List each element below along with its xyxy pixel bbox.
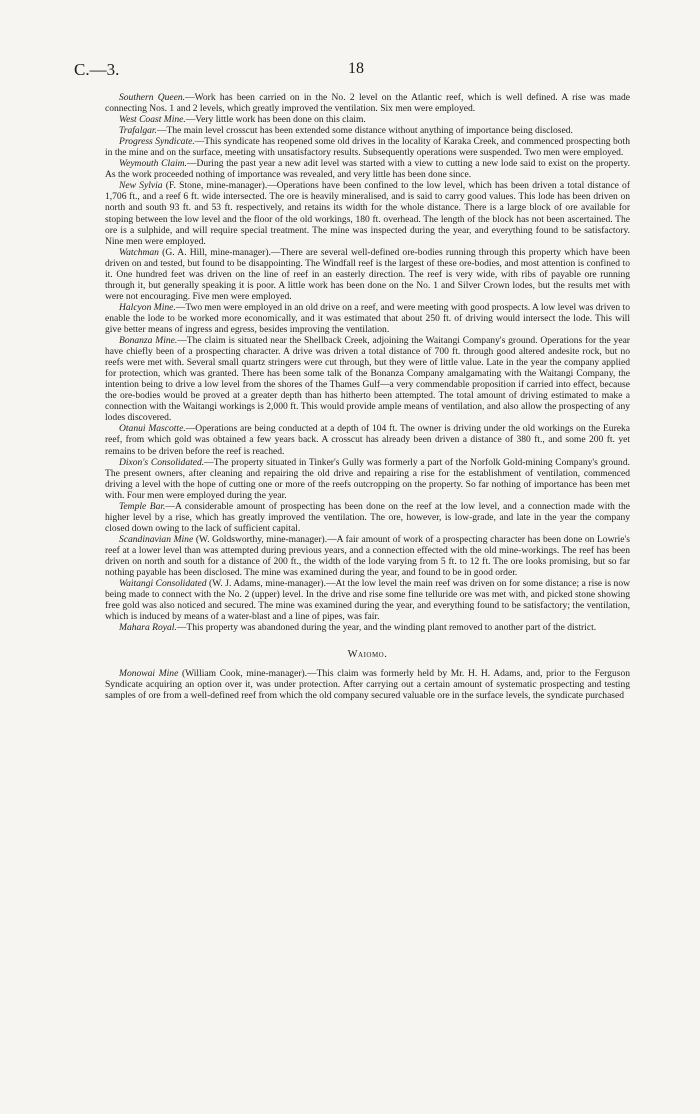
page-number: 18 bbox=[348, 60, 364, 77]
paragraph-text: This syndicate has reopened some old drives in the locality of Karaka Creek, and commenced prospecting both in the mine and on the surface, meeting with unsatisfactory results. Subsequently operations were suspended. Two men were employed. bbox=[105, 136, 630, 159]
paragraph-bonanza: Bonanza Mine.—The claim is situated near the Shellback Creek, adjoining the Waitangi Company's ground. Operations for the year have chiefly been of a prospecting character. A drive was driven a total distance of 700 ft. through good altered andesite rock, but no reefs were met with. Several small quartz stringers were cut through, but they were of little value. Late in the year the company applied for protection, which was granted. There has been some talk of the Bonanza Company amalgamating with the Waitangi Company, the intention being to drive a low level from the shores of the Thames Gulf—a very commendable proposition if carried into effect, because the ore-bodies would be proved at a greater depth than has hitherto been attempted. The total amount of driving estimated to make a connection with the Waitangi workings is 2,000 ft. This would provide ample means of ventilation, and also allow the prospecting of any lodes discovered. bbox=[105, 335, 630, 424]
report-body bbox=[105, 92, 630, 701]
paragraph-text: (F. Stone, mine-manager).—Operations have been confined to the low level, which has been driven a total distance of 1,706 ft., and a reef 6 ft. wide intersected. The ore is heavily mineralised, and is said to carry good values. This lode has been driven on north and south 93 ft. and 53 ft. respectively, and retains its width for the whole distance. There is a large block of ore available for stoping between the low level and the floor of the old workings, 180 ft. overhead. The length of the block has not been ascertained. The ore is a sulphide, and will require special treatment. The mine was inspected during the year, and everything found to be satisfactory. Nine men were employed. bbox=[105, 180, 630, 247]
paragraph-monowai bbox=[105, 668, 630, 701]
mine-name: Halcyon Mine. bbox=[119, 301, 176, 313]
mine-name: West Coast Mine. bbox=[119, 114, 186, 126]
paragraph-text: A considerable amount of prospecting has been done on the reef at the low level, and a connection made with the higher level by a rise, which has greatly improved the ventilation. The ore, however, is low-grade, and late in the year the company closed down owing to the lack of sufficient capital. bbox=[105, 500, 630, 534]
paragraph-text: Two men were employed in an old drive on a reef, and were meeting with good prospects. A low level was driven to enable the lode to be worked more economically, and it was estimated that about 250 ft. of driving would intersect the lode. This will give better means of ingress and egress, besides improving the ventilation. bbox=[105, 301, 631, 335]
paragraph-text: The main level crosscut has been extended some distance without anything of importance being disclosed. bbox=[166, 125, 573, 137]
paragraph-text: (William Cook, mine-manager).—This claim was formerly held by Mr. H. H. Adams, and, prior to the Ferguson Syndicate acquiring an option over it, was under protection. After carrying out a certain amount of systematic prospecting and testing samples of ore from a well-defined reef from which the old company secured valuable ore in the surface levels, the syndicate purchased bbox=[105, 668, 630, 702]
paragraph-dixons-consolidated: Dixon's Consolidated.—The property situated in Tinker's Gully was formerly a part of the Norfolk Gold-mining Company's ground. The present owners, after cleaning and repairing the old drive and repairing a rise for the establishment of ventilation, commenced driving a level with the hope of cutting one or more of the reefs outcropping on the property. So far nothing of importance has been met with. Four men were employed during the year. bbox=[105, 456, 630, 501]
mine-name: Otanui Mascotte. bbox=[119, 423, 186, 435]
paragraph-otanui-mascotte: Otanui Mascotte.—Operations are being conducted at a depth of 104 ft. The owner is driving under the old workings on the Eureka reef, from which gold was obtained a few years back. A crosscut has already been driven a distance of 380 ft., and some 200 ft. yet remains to be driven before the reef is reached. bbox=[105, 423, 630, 457]
paragraph-text: (G. A. Hill, mine-manager).—There are several well-defined ore-bodies running through this property which have been driven on and tested, but found to be disappointing. The Windfall reef is the largest of these ore-bodies, and most attention is confined to it. One hundred feet was driven on the line of reef in an easterly direction. The reef is very wide, with ribs of payable ore running through it, but generally speaking it is poor. A little work has been done on the No. 1 and Silver Crown lodes, but the results met with were not encouraging. Five men were employed. bbox=[105, 246, 630, 302]
mine-name: Monowai Mine bbox=[119, 668, 179, 680]
paragraph-temple-bar: Temple Bar.—A considerable amount of prospecting has been done on the reef at the low level, and a connection made with the higher level by a rise, which has greatly improved the ventilation. The ore, however, is low-grade, and late in the year the company closed down owing to the lack of sufficient capital. bbox=[105, 500, 630, 534]
mine-name: Mahara Royal. bbox=[119, 622, 177, 634]
mine-name: Watchman bbox=[119, 246, 159, 258]
paragraph-text: The claim is situated near the Shellback Creek, adjoining the Waitangi Company's ground. Operations for the year have chiefly been of a prospecting character. A drive was driven a total distance of 700 ft. through good altered andesite rock, but no reefs were met with. Several small quartz stringers were cut through, but they were of little value. Late in the year the company applied for protection, which was granted. There has been some talk of the Bonanza Company amalgamating with the Waitangi Company, the intention being to drive a low level from the shores of the Thames Gulf—a very commendable proposition if carried into effect, because the ore-bodies would be proved at a greater depth than has hitherto been attempted. The total amount of driving estimated to make a connection with the Waitangi workings is 2,000 ft. This would provide ample means of ventilation, and also allow the prospecting of any lodes discovered. bbox=[105, 335, 630, 424]
paragraph-text: During the past year a new adit level was started with a view to cutting a new lode said to exist on the property. As the work proceeded nothing of importance was revealed, and very little has been done since. bbox=[105, 158, 630, 181]
paragraph-west-coast: West Coast Mine.—Very little work has been done on this claim. bbox=[119, 114, 366, 126]
mine-name: Weymouth Claim. bbox=[119, 158, 187, 170]
mine-name: Temple Bar. bbox=[119, 500, 166, 512]
mine-name: Bonanza Mine. bbox=[119, 335, 178, 347]
paragraph-mahara-royal: Mahara Royal.—This property was abandoned during the year, and the winding plant removed to another part of the district. bbox=[119, 622, 597, 634]
paragraph-text: (W. Goldsworthy, mine-manager).—A fair amount of work of a prospecting character has been done on Lowrie's reef at a lower level than was attempted during previous years, and a connection effected with the old mine-workings. The reef has been driven on north and south for a distance of 200 ft., the width of the lode varying from 5 ft. to 12 ft. The ore looks promising, but so far nothing payable has been disclosed. The mine was examined during the year, and found to be in good order. bbox=[105, 533, 630, 579]
paragraph-progress-syndicate: Progress Syndicate.—This syndicate has reopened some old drives in the locality of Karaka Creek, and commenced prospecting both in the mine and on the surface, meeting with unsatisfactory results. Subsequently operations were suspended. Two men were employed. bbox=[105, 136, 630, 159]
paragraph-new-sylvia bbox=[105, 180, 630, 246]
paragraph-scandinavian bbox=[105, 534, 630, 578]
paragraph-text: Very little work has been done on this claim. bbox=[195, 114, 366, 126]
section-heading: Waiomo. bbox=[347, 649, 388, 661]
document-code: C.—3. bbox=[74, 60, 120, 79]
page-header bbox=[74, 60, 626, 84]
mine-name: Dixon's Consolidated. bbox=[119, 456, 205, 468]
paragraph-waitangi-consolidated bbox=[105, 578, 630, 622]
mine-name: Waitangi Consolidated bbox=[119, 578, 207, 590]
paragraph-southern-queen: Southern Queen.—Work has been carried on in the No. 2 level on the Atlantic reef, which is well defined. A rise was made connecting Nos. 1 and 2 levels, which greatly improved the ventilation. Six men were employed. bbox=[105, 92, 630, 115]
paragraph-weymouth: Weymouth Claim.—During the past year a new adit level was started with a view to cutting a new lode said to exist on the property. As the work proceeded nothing of importance was revealed, and very little has been done since. bbox=[105, 158, 630, 181]
mine-name: Southern Queen. bbox=[119, 92, 186, 103]
mine-name: Progress Syndicate. bbox=[119, 136, 195, 148]
paragraph-text: Work has been carried on in the No. 2 level on the Atlantic reef, which is well defined. A rise was made connecting Nos. 1 and 2 levels, which greatly improved the ventilation. Six men were employed. bbox=[105, 92, 630, 115]
paragraph-text: (W. J. Adams, mine-manager).—At the low level the main reef was driven on for some distance; a rise is now being made to connect with the No. 2 (upper) level. In the drive and rise some fine telluride ore was met with, and picked stone showing free gold was also noticed and secured. The mine was examined during the year, and everything found to be satisfactory; the ventilation, which is induced by means of a water-blast and a line of pipes, was fair. bbox=[105, 578, 630, 623]
mine-name: New Sylvia bbox=[119, 180, 163, 192]
paragraph-halcyon: Halcyon Mine.—Two men were employed in an old drive on a reef, and were meeting with good prospects. A low level was driven to enable the lode to be worked more economically, and it was estimated that about 250 ft. of driving would intersect the lode. This will give better means of ingress and egress, besides improving the ventilation. bbox=[105, 301, 631, 335]
paragraph-text: This property was abandoned during the year, and the winding plant removed to another part of the district. bbox=[186, 622, 597, 634]
paragraph-text: The property situated in Tinker's Gully was formerly a part of the Norfolk Gold-mining Company's ground. The present owners, after cleaning and repairing the old drive and repairing a rise for the establishment of ventilation, commenced driving a level with the hope of cutting one or more of the reefs outcropping on the property. So far nothing of importance has been met with. Four men were employed during the year. bbox=[105, 456, 630, 501]
paragraph-trafalgar: Trafalgar.—The main level crosscut has been extended some distance without anything of importance being disclosed. bbox=[119, 125, 573, 137]
paragraph-text: Operations are being conducted at a depth of 104 ft. The owner is driving under the old workings on the Eureka reef, from which gold was obtained a few years back. A crosscut has already been driven a distance of 380 ft., and some 200 ft. yet remains to be driven before the reef is reached. bbox=[105, 423, 630, 457]
mine-name: Scandinavian Mine bbox=[119, 533, 194, 545]
paragraph-watchman bbox=[105, 247, 630, 302]
mine-name: Trafalgar. bbox=[119, 125, 157, 137]
